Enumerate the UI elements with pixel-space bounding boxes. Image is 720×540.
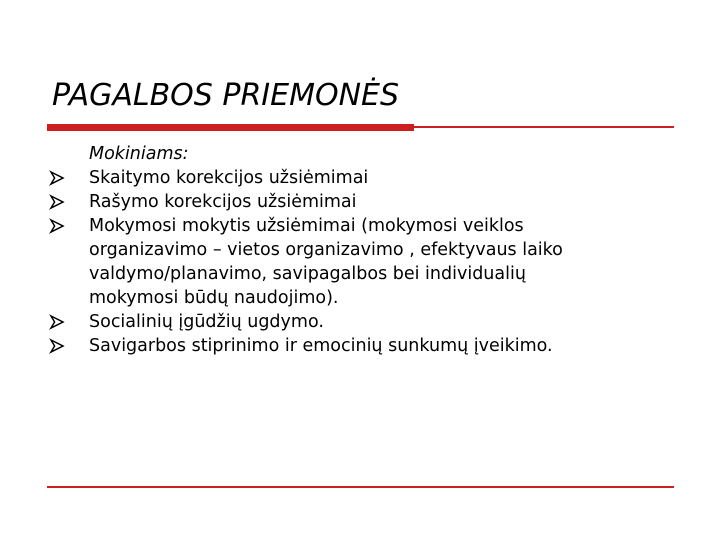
list-heading: [49, 142, 669, 166]
list-heading-text: Mokiniams:: [89, 144, 189, 164]
page-title: PAGALBOS PRIEMONĖS: [52, 78, 400, 113]
list-item: [49, 190, 669, 214]
list-item-text-line: mokymosi būdų naudojimo).: [89, 288, 339, 308]
list-item-text-line: Savigarbos stiprinimo ir emocinių sunkumų įveikimo.: [89, 336, 553, 356]
list-item: [49, 214, 669, 310]
arrowhead-bullet-icon: [49, 214, 65, 245]
list-item-text-line: Socialinių įgūdžių ugdymo.: [89, 312, 324, 332]
list-item: [49, 166, 669, 190]
bottom-divider: [47, 486, 674, 488]
list-item-text-line: organizavimo – vietos organizavimo , efektyvaus laiko: [89, 240, 563, 260]
list-item: [49, 310, 669, 334]
content-list: [49, 142, 669, 358]
list-item-text-line: Skaitymo korekcijos užsiėmimai: [89, 168, 369, 188]
list-item: [49, 334, 669, 358]
list-item-text-line: Mokymosi mokytis užsiėmimai (mokymosi veiklos: [89, 216, 524, 236]
list-item-text-line: Rašymo korekcijos užsiėmimai: [89, 192, 357, 212]
list-item-text-line: valdymo/planavimo, savipagalbos bei individualių: [89, 264, 526, 284]
title-accent-bar: [47, 124, 414, 131]
arrowhead-bullet-icon: [49, 334, 65, 365]
